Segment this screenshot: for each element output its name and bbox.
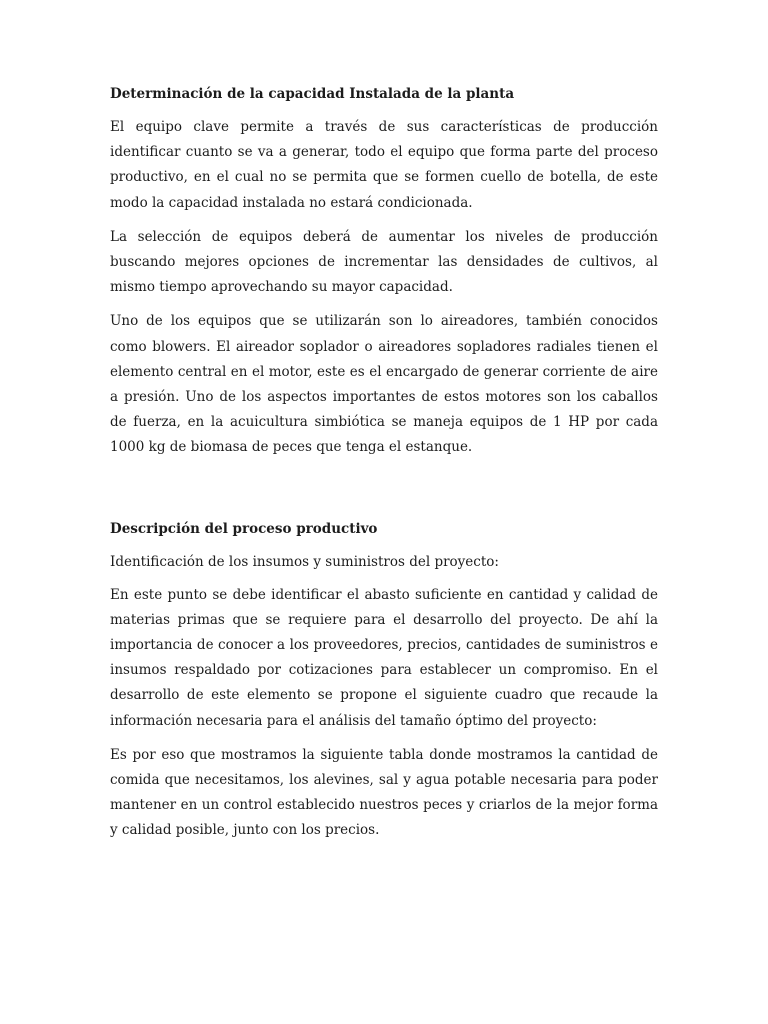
subheading: Identificación de los insumos y suministros del proyecto: [110, 553, 499, 570]
section-proceso-productivo [110, 517, 658, 844]
section-spacer [110, 470, 658, 517]
section-heading: Descripción del proceso productivo [110, 520, 378, 537]
paragraph: La selección de equipos deberá de aumentar los niveles de producción buscando mejores opciones de incrementar las densidades de cultivos, al mismo tiempo aprovechando su mayor capacidad. [110, 228, 658, 296]
paragraph: En este punto se debe identificar el abasto suficiente en cantidad y calidad de materias primas que se requiere para el desarrollo del proyecto. De ahí la importancia de conocer a los proveedores, precios, cantidades de suministros e insumos respaldado por cotizaciones para establecer un compromiso. En el desarrollo de este elemento se propone el siguiente cuadro que recaude la información necesaria para el análisis del tamaño óptimo del proyecto: [110, 586, 658, 729]
section-capacidad-instalada [110, 82, 658, 461]
paragraph: El equipo clave permite a través de sus características de producción identificar cuanto se va a generar, todo el equipo que forma parte del proceso productivo, en el cual no se permita que se formen cuello de botella, de este modo la capacidad instalada no estará condicionada. [110, 119, 658, 211]
document-page [110, 82, 658, 853]
paragraph: Uno de los equipos que se utilizarán son lo aireadores, también conocidos como blowers. El aireador soplador o aireadores sopladores radiales tienen el elemento central en el motor, este es el encargado de generar corriente de aire a presión. Uno de los aspectos importantes de estos motores son los caballos de fuerza, en la acuicultura simbiótica se maneja equipos de 1 HP por cada 1000 kg de biomasa de peces que tenga el estanque. [110, 313, 658, 456]
paragraph: Es por eso que mostramos la siguiente tabla donde mostramos la cantidad de comida que necesitamos, los alevines, sal y agua potable necesaria para poder mantener en un control establecido nuestros peces y criarlos de la mejor forma y calidad posible, junto con los precios. [110, 746, 658, 839]
section-heading: Determinación de la capacidad Instalada de la planta [110, 86, 515, 102]
